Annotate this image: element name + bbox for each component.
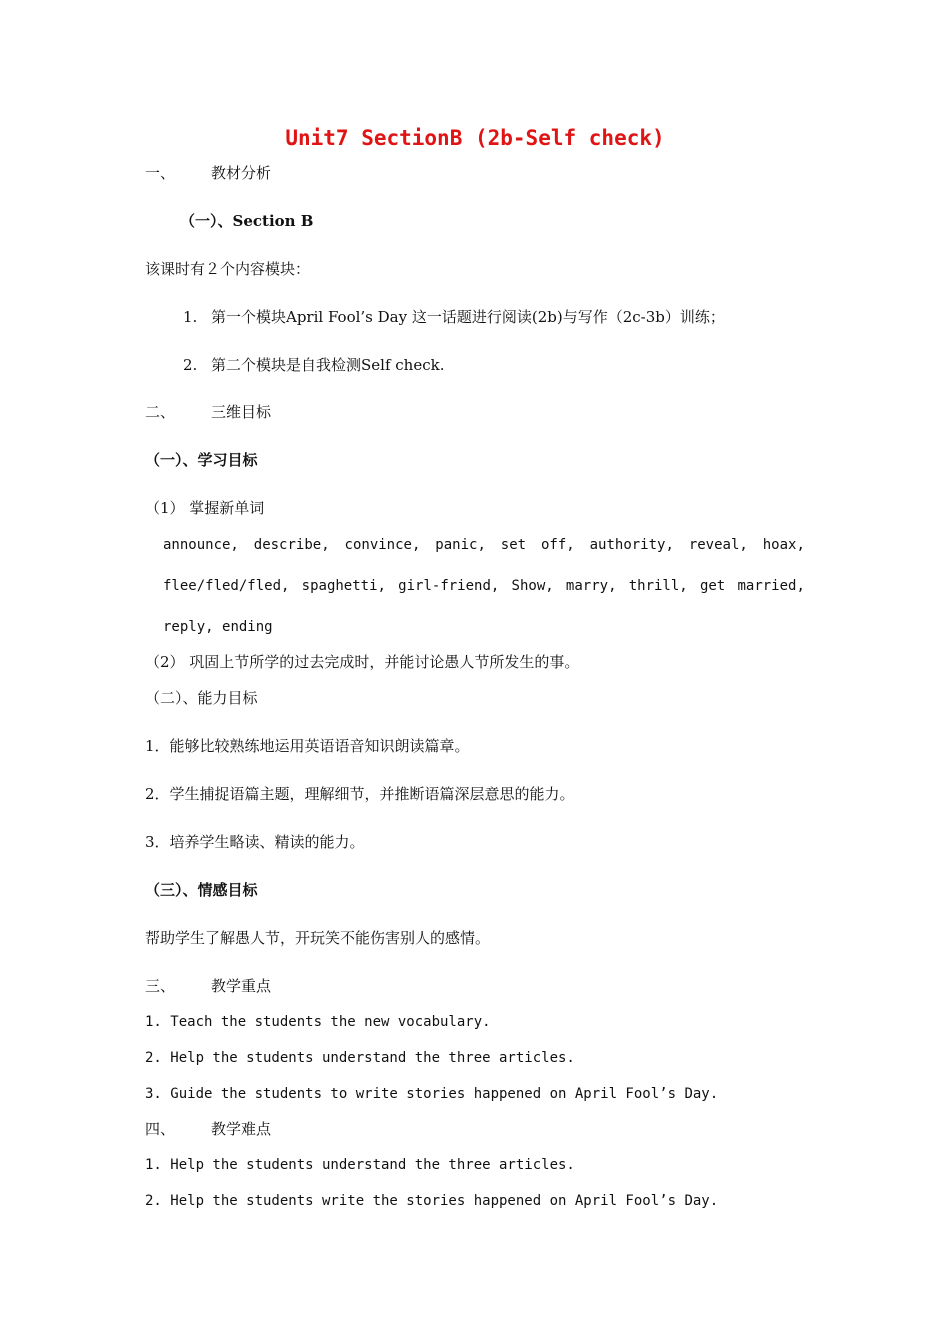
ability-goal-3: 3．培养学生略读、精读的能力。: [145, 833, 365, 851]
vocabulary-row-3: [163, 617, 273, 637]
vocab-word: announce,: [163, 537, 239, 553]
vocab-word: ending: [222, 619, 273, 635]
vocab-word: spaghetti,: [301, 578, 386, 594]
vocab-word: thrill,: [628, 578, 688, 594]
vocab-word: hoax,: [762, 537, 805, 553]
document-title: Unit7 SectionB (2b-Self check): [285, 126, 665, 150]
difficulty-1: 1. Help the students understand the three articles.: [145, 1157, 575, 1173]
section-3-title: 教学重点: [211, 977, 272, 995]
vocab-word: off,: [540, 537, 575, 553]
vocab-word: panic,: [435, 537, 486, 553]
learning-goals-heading: （一）、学习目标: [145, 451, 258, 469]
vocab-word: reveal,: [688, 537, 748, 553]
section-4-title: 教学难点: [211, 1120, 272, 1138]
learning-goal-1: （1） 掌握新单词: [145, 499, 265, 517]
ability-goals-heading: （二）、能力目标: [145, 689, 258, 707]
section-1-number: 一、: [145, 164, 176, 182]
ability-goal-2: 2．学生捕捉语篇主题，理解细节，并推断语篇深层意思的能力。: [145, 785, 575, 803]
section-3-number: 三、: [145, 977, 176, 995]
vocab-word: convince,: [344, 537, 421, 553]
vocabulary-row-1: [163, 535, 805, 555]
section-2-number: 二、: [145, 403, 176, 421]
vocab-word: marry,: [565, 578, 617, 594]
key-point-3: 3. Guide the students to write stories happened on April Fool’s Day.: [145, 1086, 719, 1102]
vocab-word: set: [500, 537, 527, 553]
section-1-item-1-text: 第一个模块April Fool’s Day 这一话题进行阅读(2b)与写作（2c-3b）训练；: [211, 308, 725, 326]
learning-goal-2: （2） 巩固上节所学的过去完成时，并能讨论愚人节所发生的事。: [145, 653, 580, 671]
section-1-subheading: （一）、Section B: [180, 212, 314, 230]
vocab-word: get: [699, 578, 726, 594]
vocab-word: girl-friend,: [398, 578, 500, 594]
section-1-item-2-number: 2.: [183, 356, 198, 374]
section-1-title: 教材分析: [211, 164, 272, 182]
vocab-word: flee/fled/fled,: [163, 578, 290, 594]
emotion-goals-heading: （三）、情感目标: [145, 881, 258, 899]
section-2-title: 三维目标: [211, 403, 272, 421]
vocabulary-row-2: [163, 576, 805, 596]
ability-goal-1: 1．能够比较熟练地运用英语语音知识朗读篇章。: [145, 737, 470, 755]
difficulty-2: 2. Help the students write the stories happened on April Fool’s Day.: [145, 1193, 719, 1209]
key-point-1: 1. Teach the students the new vocabulary.: [145, 1014, 491, 1030]
vocab-word: reply,: [163, 619, 214, 635]
section-1-item-1-number: 1.: [183, 308, 198, 326]
emotion-goal: 帮助学生了解愚人节，开玩笑不能伤害别人的感情。: [145, 929, 491, 947]
vocab-word: describe,: [253, 537, 330, 553]
section-1-item-2-text: 第二个模块是自我检测Self check.: [211, 356, 445, 374]
vocab-word: authority,: [589, 537, 674, 553]
vocab-word: Show,: [511, 578, 554, 594]
section-4-number: 四、: [145, 1120, 176, 1138]
key-point-2: 2. Help the students understand the three articles.: [145, 1050, 575, 1066]
section-1-intro: 该课时有２个内容模块：: [145, 260, 311, 278]
vocab-word: married,: [737, 578, 805, 594]
